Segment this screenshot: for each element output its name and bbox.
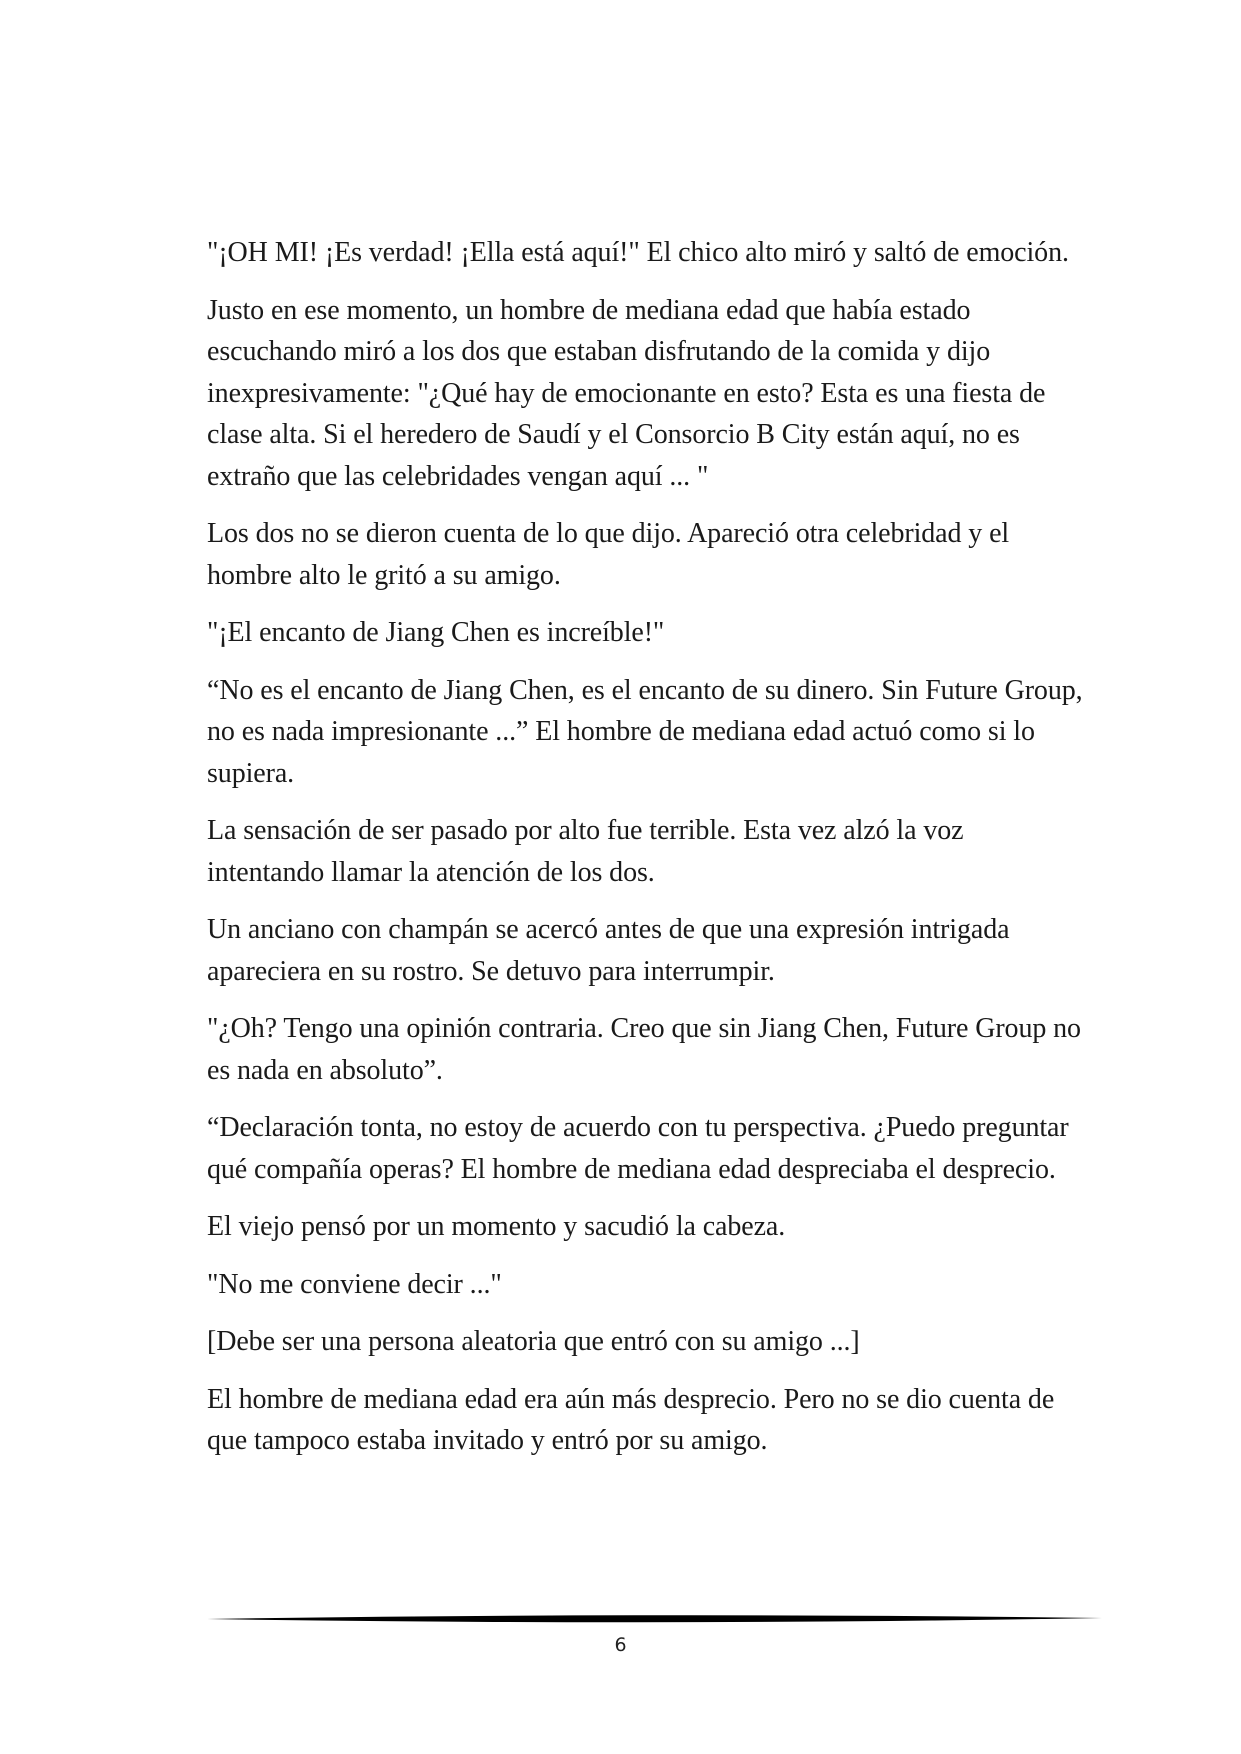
paragraph: "No me conviene decir ..."	[207, 1268, 502, 1300]
paragraph: Justo en ese momento, un hombre de mediana edad que había estado escuchando miró a los dos que estaban disfrutando de la comida y dijo inexpresivamente: "¿Qué hay de emocionante en esto? Esta es una fiesta de clase alta. Si el heredero de Saudí y el Consorcio B City están aquí, no es extraño que las celebridades vengan aquí ... "	[207, 294, 1046, 492]
paragraph: El hombre de mediana edad era aún más desprecio. Pero no se dio cuenta de que tampoco estaba invitado y entró por su amigo.	[207, 1383, 1055, 1456]
paragraph: “Declaración tonta, no estoy de acuerdo con tu perspectiva. ¿Puedo preguntar qué compañía operas? El hombre de mediana edad despreciaba el desprecio.	[207, 1112, 1069, 1185]
paragraph: “No es el encanto de Jiang Chen, es el encanto de su dinero. Sin Future Group, no es nada impresionante ...” El hombre de mediana edad actuó como si lo supiera.	[207, 674, 1083, 789]
paragraph: "¡El encanto de Jiang Chen es increíble!"	[207, 617, 665, 648]
footer-divider	[207, 1611, 1102, 1627]
page-number: 6	[614, 1634, 627, 1656]
paragraph: El viejo pensó por un momento y sacudió la cabeza.	[207, 1211, 786, 1242]
page-body	[207, 232, 1087, 1478]
paragraph: La sensación de ser pasado por alto fue terrible. Esta vez alzó la voz intentando llamar la atención de los dos.	[207, 815, 964, 888]
paragraph: [Debe ser una persona aleatoria que entró con su amigo ...]	[207, 1326, 860, 1357]
paragraph: "¿Oh? Tengo una opinión contraria. Creo que sin Jiang Chen, Future Group no es nada en absoluto”.	[207, 1013, 1081, 1086]
paragraph: "¡OH MI! ¡Es verdad! ¡Ella está aquí!" El chico alto miró y saltó de emoción.	[207, 237, 1069, 268]
paragraph: Un anciano con champán se acercó antes de que una expresión intrigada apareciera en su rostro. Se detuvo para interrumpir.	[207, 914, 1010, 987]
footer-divider-stroke	[207, 1615, 1102, 1622]
paragraph: Los dos no se dieron cuenta de lo que dijo. Apareció otra celebridad y el hombre alto le gritó a su amigo.	[207, 518, 1010, 591]
